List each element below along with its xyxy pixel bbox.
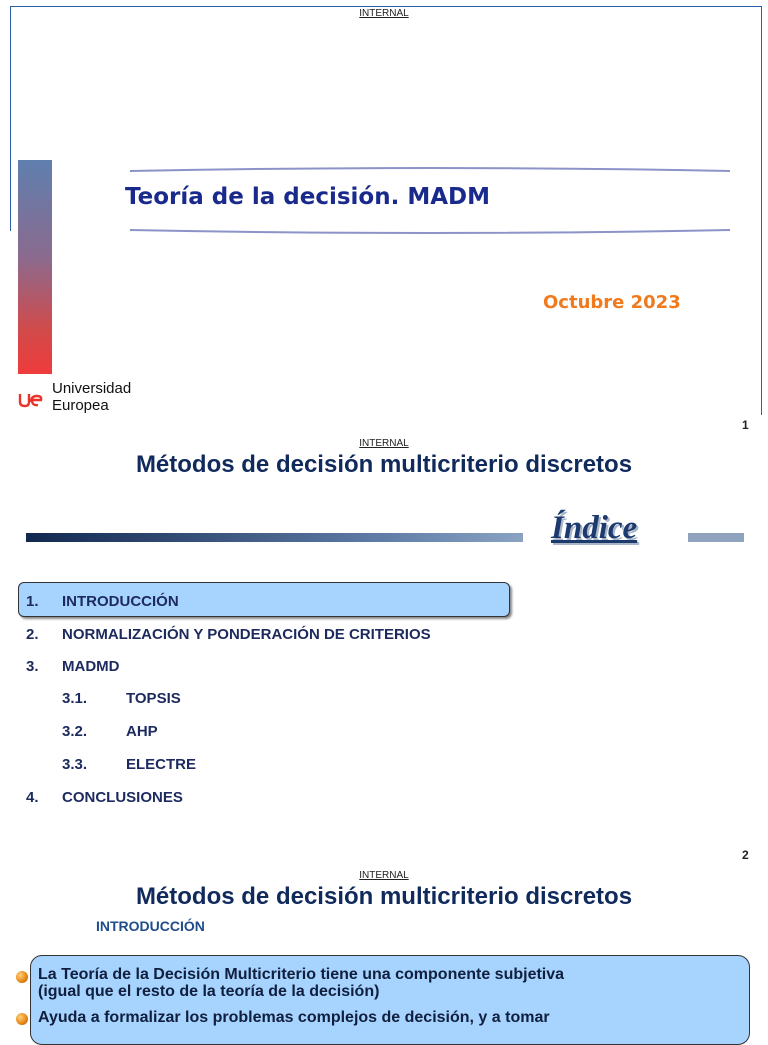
toc-item-conclusiones[interactable] xyxy=(26,789,526,809)
presentation-date: Octubre 2023 xyxy=(543,292,681,313)
university-logo-icon xyxy=(18,388,48,410)
swoosh-line-bottom xyxy=(130,227,730,235)
internal-label: INTERNAL xyxy=(359,870,409,881)
indice-bar-left xyxy=(26,533,523,542)
toc-item-electre[interactable] xyxy=(62,756,362,776)
slide-title: Métodos de decisión multicriterio discretos xyxy=(135,883,633,910)
slide-border xyxy=(10,6,762,415)
toc-number: 3.3. xyxy=(62,756,88,773)
gradient-bar xyxy=(18,160,52,374)
toc-label: NORMALIZACIÓN Y PONDERACIÓN DE CRITERIOS xyxy=(62,626,431,643)
bullet-icon xyxy=(16,1013,28,1025)
university-name xyxy=(52,380,131,414)
page-number: 2 xyxy=(742,848,749,862)
toc-number: 3.1. xyxy=(62,690,88,707)
bullet-icon xyxy=(16,971,28,983)
internal-label: INTERNAL xyxy=(359,438,409,449)
slide-border-left xyxy=(10,6,11,231)
toc-item-topsis[interactable] xyxy=(62,690,362,710)
slide-title: Métodos de decisión multicriterio discretos xyxy=(135,451,633,478)
section-subtitle: INTRODUCCIÓN xyxy=(96,918,205,934)
toc-number: 1. xyxy=(26,593,39,610)
toc-item-normalizacion[interactable] xyxy=(26,626,526,646)
toc-label: TOPSIS xyxy=(126,690,181,707)
toc-label: INTRODUCCIÓN xyxy=(62,593,179,610)
toc-item-ahp[interactable] xyxy=(62,723,362,743)
indice-heading: Índice xyxy=(551,510,638,546)
logo-line-1: Universidad xyxy=(52,380,132,397)
internal-label: INTERNAL xyxy=(359,8,409,19)
toc-item-introduccion[interactable] xyxy=(26,593,526,613)
toc-number: 3. xyxy=(26,658,39,675)
presentation-title: Teoría de la decisión. MADM xyxy=(125,184,491,210)
toc-label: MADMD xyxy=(62,658,120,675)
swoosh-line-top xyxy=(130,166,730,174)
toc-label: ELECTRE xyxy=(126,756,197,773)
indice-bar-right xyxy=(688,533,744,542)
bullet-text-1 xyxy=(38,966,564,1000)
page-number: 1 xyxy=(742,418,749,432)
toc-number: 4. xyxy=(26,789,39,806)
logo-line-2: Europea xyxy=(52,397,109,414)
toc-number: 2. xyxy=(26,626,39,643)
bullet-text-2 xyxy=(38,1009,550,1026)
toc-item-madmd[interactable] xyxy=(26,658,526,678)
toc-label: AHP xyxy=(126,723,158,740)
toc-label: CONCLUSIONES xyxy=(62,789,183,806)
bullet-line: La Teoría de la Decisión Multicriterio tiene una componente subjetiva xyxy=(38,966,565,983)
bullet-line: Ayuda a formalizar los problemas complejos de decisión, y a tomar xyxy=(38,1009,550,1026)
toc-number: 3.2. xyxy=(62,723,88,740)
bullet-line: (igual que el resto de la teoría de la decisión) xyxy=(38,983,380,1000)
